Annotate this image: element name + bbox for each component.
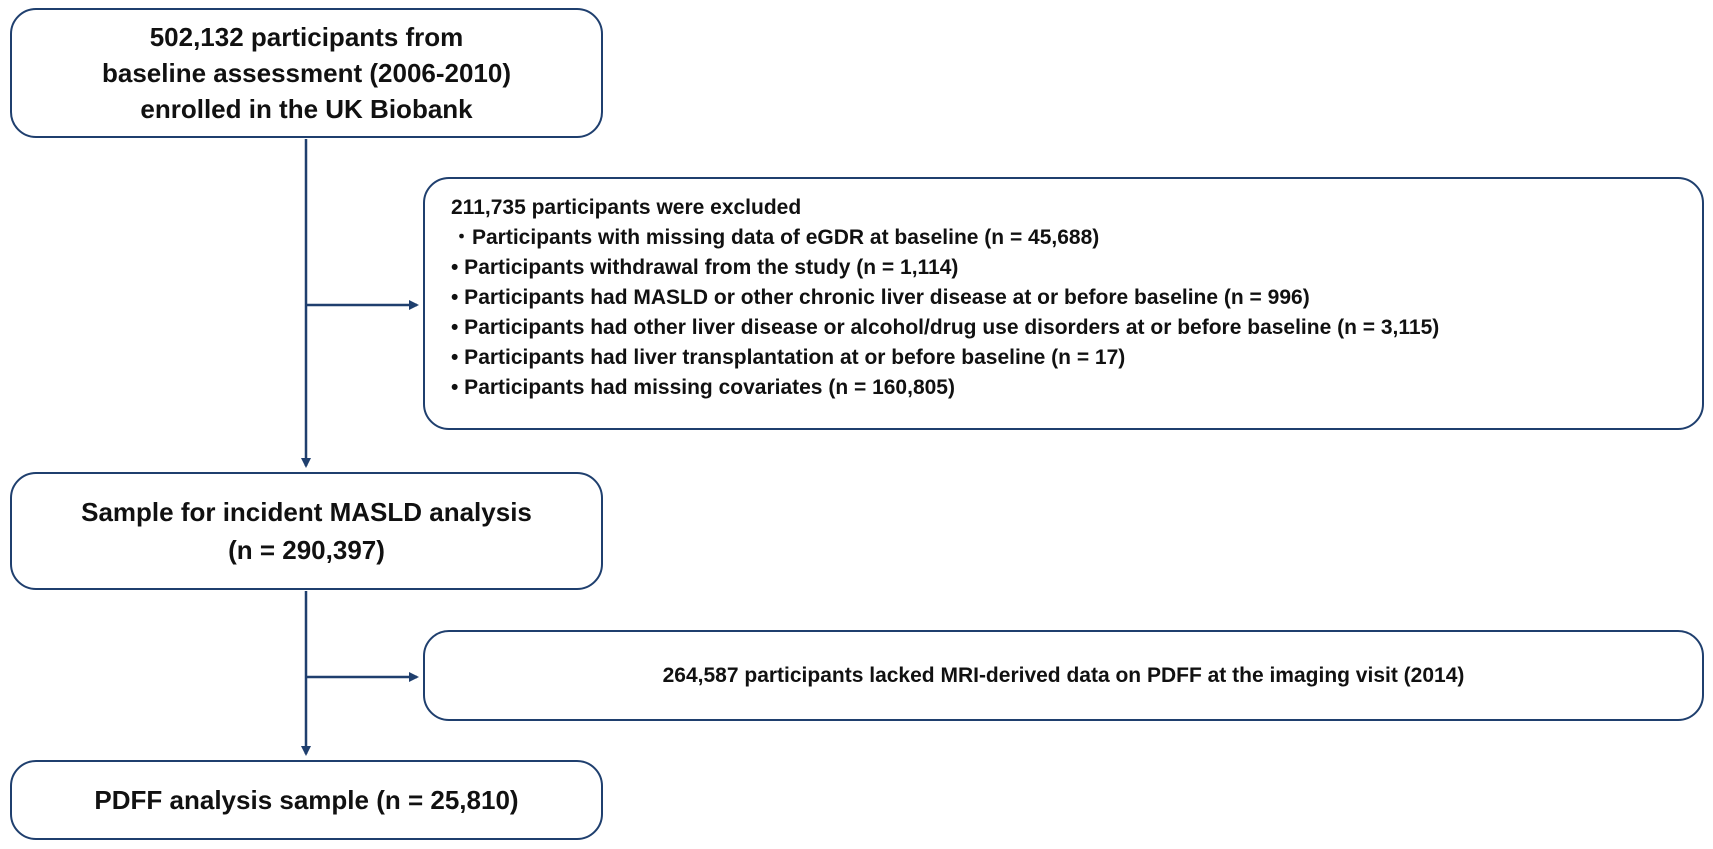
exclusion-header: 211,735 participants were excluded — [451, 196, 802, 219]
baseline-line-2: baseline assessment (2006-2010) — [101, 58, 512, 88]
incident-sample-count: (n = 290,397) — [228, 535, 385, 565]
exclusion-item: • Participants had other liver disease or alcohol/drug use disorders at or before baseline (n = 3,115) — [451, 316, 1440, 339]
exclusion-item: • Participants withdrawal from the study (n = 1,114) — [451, 256, 959, 279]
pdff-sample-box — [10, 760, 603, 840]
incident-sample-box — [10, 472, 603, 590]
baseline-line-1: 502,132 participants from — [149, 22, 464, 52]
mri-exclusion-text: 264,587 participants lacked MRI-derived data on PDFF at the imaging visit (2014) — [662, 663, 1465, 687]
baseline-box — [10, 8, 603, 138]
pdff-sample-text: PDFF analysis sample (n = 25,810) — [94, 784, 519, 815]
exclusion-item: • Participants had MASLD or other chronic liver disease at or before baseline (n = 996) — [451, 286, 1310, 309]
incident-sample-title: Sample for incident MASLD analysis — [81, 497, 532, 527]
baseline-line-3: enrolled in the UK Biobank — [140, 94, 473, 124]
exclusion-box — [423, 177, 1704, 430]
exclusion-item: • Participants had liver transplantation at or before baseline (n = 17) — [451, 346, 1126, 369]
exclusion-item: • Participants had missing covariates (n = 160,805) — [451, 376, 955, 399]
mri-exclusion-box — [423, 630, 1704, 721]
exclusion-item: ・Participants with missing data of eGDR at baseline (n = 45,688) — [451, 226, 1100, 249]
